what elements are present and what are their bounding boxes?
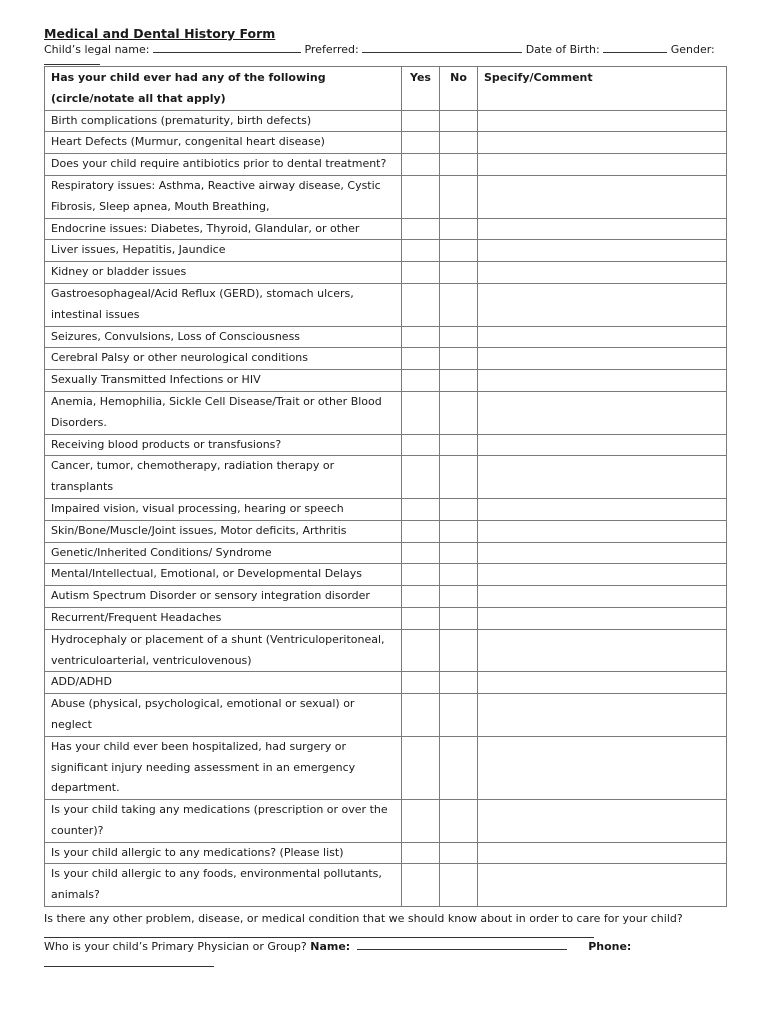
- specify-cell[interactable]: [478, 498, 727, 520]
- question-cell: Does your child require antibiotics prior to dental treatment?: [45, 154, 402, 176]
- no-cell[interactable]: [440, 672, 478, 694]
- dob-field[interactable]: [603, 42, 667, 53]
- yes-cell[interactable]: [402, 564, 440, 586]
- yes-cell[interactable]: [402, 672, 440, 694]
- specify-cell[interactable]: [478, 175, 727, 218]
- no-cell[interactable]: [440, 326, 478, 348]
- no-cell[interactable]: [440, 434, 478, 456]
- yes-cell[interactable]: [402, 520, 440, 542]
- no-cell[interactable]: [440, 391, 478, 434]
- no-cell[interactable]: [440, 370, 478, 392]
- specify-cell[interactable]: [478, 110, 727, 132]
- specify-cell[interactable]: [478, 262, 727, 284]
- no-cell[interactable]: [440, 800, 478, 843]
- dob-label: Date of Birth:: [525, 43, 600, 56]
- yes-cell[interactable]: [402, 586, 440, 608]
- specify-cell[interactable]: [478, 586, 727, 608]
- table-row: [45, 520, 727, 542]
- no-header: No: [440, 67, 478, 111]
- no-cell[interactable]: [440, 110, 478, 132]
- specify-header: Specify/Comment: [478, 67, 727, 111]
- specify-cell[interactable]: [478, 370, 727, 392]
- yes-cell[interactable]: [402, 348, 440, 370]
- table-row: [45, 498, 727, 520]
- table-row: [45, 672, 727, 694]
- question-cell: Recurrent/Frequent Headaches: [45, 607, 402, 629]
- question-cell: Is your child allergic to any medications? (Please list): [45, 842, 402, 864]
- specify-cell[interactable]: [478, 456, 727, 499]
- yes-cell[interactable]: [402, 498, 440, 520]
- no-cell[interactable]: [440, 586, 478, 608]
- yes-cell[interactable]: [402, 694, 440, 737]
- table-row: [45, 348, 727, 370]
- no-cell[interactable]: [440, 498, 478, 520]
- table-row: [45, 564, 727, 586]
- yes-cell[interactable]: [402, 607, 440, 629]
- yes-cell[interactable]: [402, 154, 440, 176]
- question-cell: ADD/ADHD: [45, 672, 402, 694]
- table-row: [45, 736, 727, 799]
- form-title: Medical and Dental History Form: [44, 26, 276, 41]
- specify-cell[interactable]: [478, 132, 727, 154]
- question-cell: Hydrocephaly or placement of a shunt (Ventriculoperitoneal, ventriculoarterial, ventriculovenous): [45, 629, 402, 672]
- phone-field-line[interactable]: [44, 966, 214, 967]
- phone-label: Phone:: [588, 940, 632, 953]
- question-cell: Cerebral Palsy or other neurological conditions: [45, 348, 402, 370]
- question-header: [45, 67, 402, 111]
- gender-field[interactable]: [44, 54, 100, 65]
- yes-cell[interactable]: [402, 736, 440, 799]
- yes-cell[interactable]: [402, 326, 440, 348]
- specify-cell[interactable]: [478, 564, 727, 586]
- no-cell[interactable]: [440, 694, 478, 737]
- no-cell[interactable]: [440, 175, 478, 218]
- preferred-label: Preferred:: [304, 43, 359, 56]
- no-cell[interactable]: [440, 564, 478, 586]
- medical-history-table: [44, 66, 727, 907]
- question-cell: Seizures, Convulsions, Loss of Consciousness: [45, 326, 402, 348]
- question-cell: Autism Spectrum Disorder or sensory integration disorder: [45, 586, 402, 608]
- table-row: [45, 607, 727, 629]
- no-cell[interactable]: [440, 218, 478, 240]
- no-cell[interactable]: [440, 842, 478, 864]
- question-cell: Mental/Intellectual, Emotional, or Developmental Delays: [45, 564, 402, 586]
- no-cell[interactable]: [440, 283, 478, 326]
- no-cell[interactable]: [440, 132, 478, 154]
- table-row: [45, 283, 727, 326]
- no-cell[interactable]: [440, 736, 478, 799]
- specify-cell[interactable]: [478, 283, 727, 326]
- legal-name-field[interactable]: [153, 42, 301, 53]
- question-cell: Sexually Transmitted Infections or HIV: [45, 370, 402, 392]
- question-cell: Kidney or bladder issues: [45, 262, 402, 284]
- table-row: [45, 864, 727, 907]
- specify-cell[interactable]: [478, 391, 727, 434]
- question-cell: Receiving blood products or transfusions?: [45, 434, 402, 456]
- table-row: [45, 629, 727, 672]
- yes-cell[interactable]: [402, 132, 440, 154]
- table-row: [45, 370, 727, 392]
- question-cell: Genetic/Inherited Conditions/ Syndrome: [45, 542, 402, 564]
- physician-label: Who is your child’s Primary Physician or Group?: [44, 940, 307, 953]
- table-row: [45, 456, 727, 499]
- table-row: [45, 694, 727, 737]
- physician-name-field[interactable]: [357, 939, 567, 950]
- other-condition-line[interactable]: [44, 937, 594, 938]
- no-cell[interactable]: [440, 348, 478, 370]
- table-row: [45, 154, 727, 176]
- table-row: [45, 326, 727, 348]
- other-condition-question: Is there any other problem, disease, or medical condition that we should know about in order to care for your child?: [44, 912, 683, 925]
- yes-cell[interactable]: [402, 842, 440, 864]
- question-cell: Heart Defects (Murmur, congenital heart disease): [45, 132, 402, 154]
- specify-cell[interactable]: [478, 672, 727, 694]
- yes-cell[interactable]: [402, 542, 440, 564]
- table-row: [45, 434, 727, 456]
- specify-cell[interactable]: [478, 348, 727, 370]
- question-cell: Skin/Bone/Muscle/Joint issues, Motor deficits, Arthritis: [45, 520, 402, 542]
- question-cell: Is your child allergic to any foods, environmental pollutants, animals?: [45, 864, 402, 907]
- specify-cell[interactable]: [478, 434, 727, 456]
- question-cell: Birth complications (prematurity, birth defects): [45, 110, 402, 132]
- table-row: [45, 240, 727, 262]
- question-cell: Has your child ever been hospitalized, had surgery or significant injury needing assessment in an emergency department.: [45, 736, 402, 799]
- yes-cell[interactable]: [402, 240, 440, 262]
- specify-cell[interactable]: [478, 800, 727, 843]
- no-cell[interactable]: [440, 262, 478, 284]
- gender-label: Gender:: [670, 43, 715, 56]
- question-cell: Gastroesophageal/Acid Reflux (GERD), stomach ulcers, intestinal issues: [45, 283, 402, 326]
- table-row: [45, 110, 727, 132]
- no-cell[interactable]: [440, 607, 478, 629]
- table-row: [45, 586, 727, 608]
- yes-cell[interactable]: [402, 175, 440, 218]
- legal-name-label: Child’s legal name:: [44, 43, 150, 56]
- question-cell: Liver issues, Hepatitis, Jaundice: [45, 240, 402, 262]
- specify-cell[interactable]: [478, 326, 727, 348]
- yes-cell[interactable]: [402, 262, 440, 284]
- table-row: [45, 542, 727, 564]
- no-cell[interactable]: [440, 456, 478, 499]
- name-label: Name:: [310, 940, 351, 953]
- specify-cell[interactable]: [478, 842, 727, 864]
- no-cell[interactable]: [440, 629, 478, 672]
- yes-cell[interactable]: [402, 434, 440, 456]
- question-cell: Abuse (physical, psychological, emotional or sexual) or neglect: [45, 694, 402, 737]
- specify-cell[interactable]: [478, 694, 727, 737]
- physician-line: [44, 939, 631, 953]
- specify-cell[interactable]: [478, 154, 727, 176]
- specify-cell[interactable]: [478, 542, 727, 564]
- yes-header: Yes: [402, 67, 440, 111]
- specify-cell[interactable]: [478, 736, 727, 799]
- yes-cell[interactable]: [402, 456, 440, 499]
- table-row: [45, 391, 727, 434]
- specify-cell[interactable]: [478, 607, 727, 629]
- question-cell: Anemia, Hemophilia, Sickle Cell Disease/Trait or other Blood Disorders.: [45, 391, 402, 434]
- question-cell: Cancer, tumor, chemotherapy, radiation therapy or transplants: [45, 456, 402, 499]
- yes-cell[interactable]: [402, 391, 440, 434]
- specify-cell[interactable]: [478, 520, 727, 542]
- preferred-name-field[interactable]: [362, 42, 522, 53]
- specify-cell[interactable]: [478, 240, 727, 262]
- table-row: [45, 132, 727, 154]
- no-cell[interactable]: [440, 520, 478, 542]
- question-cell: Respiratory issues: Asthma, Reactive airway disease, Cystic Fibrosis, Sleep apnea, Mouth Breathing,: [45, 175, 402, 218]
- yes-cell[interactable]: [402, 110, 440, 132]
- table-row: [45, 800, 727, 843]
- no-cell[interactable]: [440, 542, 478, 564]
- question-header-line2: (circle/notate all that apply): [51, 91, 226, 105]
- yes-cell[interactable]: [402, 629, 440, 672]
- yes-cell[interactable]: [402, 283, 440, 326]
- no-cell[interactable]: [440, 240, 478, 262]
- specify-cell[interactable]: [478, 218, 727, 240]
- yes-cell[interactable]: [402, 218, 440, 240]
- yes-cell[interactable]: [402, 370, 440, 392]
- table-row: [45, 175, 727, 218]
- question-cell: Is your child taking any medications (prescription or over the counter)?: [45, 800, 402, 843]
- specify-cell[interactable]: [478, 629, 727, 672]
- table-row: [45, 842, 727, 864]
- no-cell[interactable]: [440, 154, 478, 176]
- child-info-line: [44, 42, 770, 56]
- question-cell: Impaired vision, visual processing, hearing or speech: [45, 498, 402, 520]
- yes-cell[interactable]: [402, 864, 440, 907]
- question-cell: Endocrine issues: Diabetes, Thyroid, Glandular, or other: [45, 218, 402, 240]
- question-header-line1: Has your child ever had any of the following: [51, 71, 326, 84]
- specify-cell[interactable]: [478, 864, 727, 907]
- yes-cell[interactable]: [402, 800, 440, 843]
- table-row: [45, 218, 727, 240]
- table-row: [45, 262, 727, 284]
- no-cell[interactable]: [440, 864, 478, 907]
- table-header-row: [45, 67, 727, 111]
